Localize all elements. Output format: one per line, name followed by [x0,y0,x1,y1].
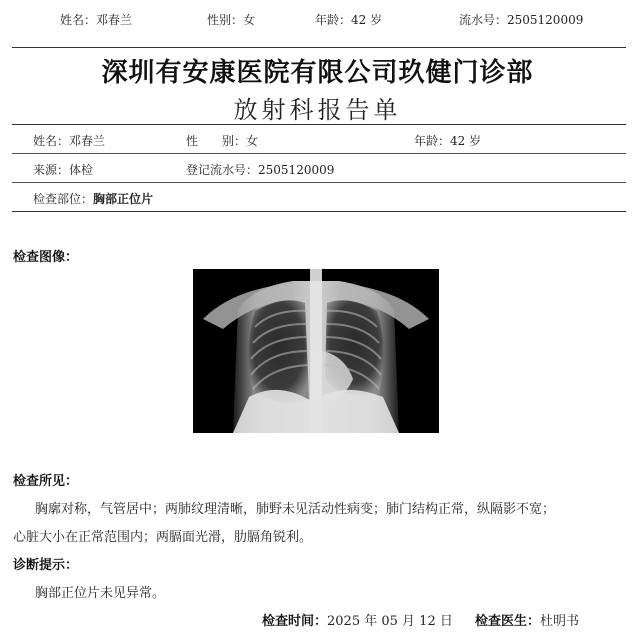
patient-age-row [414,132,481,149]
patient-reg-label: 登记流水号： [186,163,259,177]
diagnosis-text: 胸部正位片未见异常。 [35,586,166,601]
chest-xray-image [193,269,439,433]
doctor-name: 杜明书 [540,614,580,629]
patient-age-label: 年龄： [414,134,451,148]
patient-source-row [33,161,93,178]
patient-name: 邓春兰 [69,134,106,148]
patient-gender: 女 [246,134,259,148]
header-age: 年龄：42 岁 [315,13,383,27]
patient-age: 42 岁 [450,134,482,148]
info-rule-2 [12,182,626,183]
exam-part-row [33,190,153,207]
exam-time-label: 检查时间： [262,614,328,629]
findings-line-1: 胸廓对称，气管居中；两肺纹理清晰，肺野未见活动性病变；肺门结构正常，纵隔影不宽； [35,502,556,517]
patient-name-label: 姓名： [33,134,70,148]
hospital-title: 深圳有安康医院有限公司玖健门诊部 [101,58,534,88]
exam-part: 胸部正位片 [93,192,154,206]
header-rule [12,47,626,48]
exam-time-row [262,610,453,629]
info-rule-1 [12,153,626,154]
patient-name-row [33,132,105,149]
findings-heading: 检查所见： [13,474,79,489]
exam-part-label: 检查部位： [33,192,94,206]
header-name: 姓名：邓春兰 [60,13,133,27]
info-rule-top [12,124,626,125]
info-rule-bottom [12,211,626,212]
patient-source: 体检 [69,163,94,177]
doctor-label: 检查医生： [475,614,541,629]
header-serial: 流水号：2505120009 [459,13,584,27]
patient-gender-label: 性 别： [186,134,247,148]
exam-time: 2025 年 05 月 12 日 [327,614,453,629]
chest-xray-drawing [193,269,439,433]
patient-reg: 2505120009 [258,163,335,177]
patient-source-label: 来源： [33,163,70,177]
diagnosis-heading: 诊断提示： [13,558,79,573]
findings-line-2: 心脏大小在正常范围内；两膈面光滑，肋膈角锐利。 [13,530,313,545]
doctor-row [475,610,579,629]
header-gender: 性别：女 [207,13,256,27]
image-heading: 检查图像： [13,250,79,265]
patient-gender-row [186,132,258,149]
report-title: 放射科报告单 [233,96,402,124]
patient-reg-row [186,161,334,178]
